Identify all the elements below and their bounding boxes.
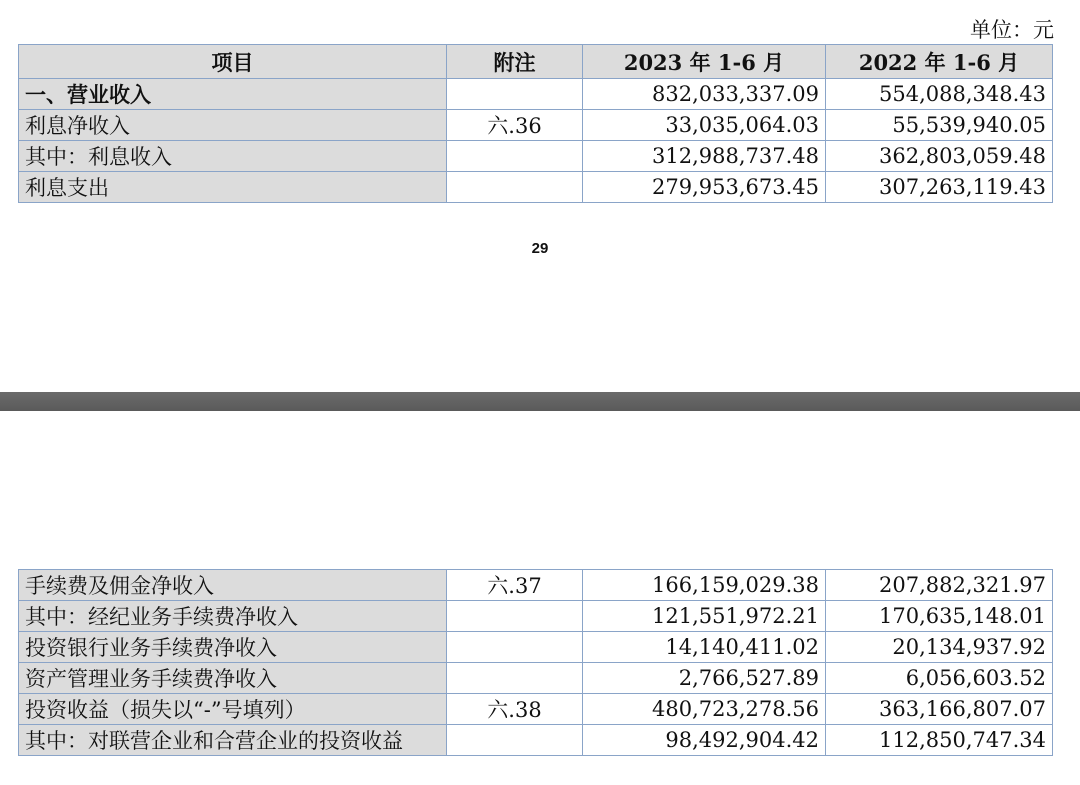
- row-item: 其中：经纪业务手续费净收入: [19, 601, 447, 632]
- row-item: 资产管理业务手续费净收入: [19, 663, 447, 694]
- table-row: [19, 570, 1053, 601]
- row-current-value: 279,953,673.45: [583, 172, 826, 203]
- row-current-value: 33,035,064.03: [583, 110, 826, 141]
- row-current-value: 98,492,904.42: [583, 725, 826, 756]
- income-statement-table-bottom: [18, 569, 1053, 756]
- table-row: [19, 694, 1053, 725]
- row-note: 六.38: [447, 694, 583, 725]
- row-item: 其中：利息收入: [19, 141, 447, 172]
- row-item: 投资银行业务手续费净收入: [19, 632, 447, 663]
- table-row: [19, 110, 1053, 141]
- page-cutoff: [0, 779, 1080, 785]
- row-prior-value: 362,803,059.48: [826, 141, 1053, 172]
- table-row: [19, 632, 1053, 663]
- row-prior-value: 6,056,603.52: [826, 663, 1053, 694]
- header-current-period: 2023 年 1-6 月: [583, 45, 826, 79]
- income-statement-table-top: [18, 44, 1053, 203]
- unit-label: 单位：元: [970, 18, 1054, 42]
- row-item: 一、营业收入: [19, 79, 447, 110]
- row-item: 利息净收入: [19, 110, 447, 141]
- row-note: [447, 141, 583, 172]
- row-current-value: 480,723,278.56: [583, 694, 826, 725]
- row-prior-value: 363,166,807.07: [826, 694, 1053, 725]
- row-note: 六.37: [447, 570, 583, 601]
- row-prior-value: 307,263,119.43: [826, 172, 1053, 203]
- row-current-value: 832,033,337.09: [583, 79, 826, 110]
- row-note: [447, 632, 583, 663]
- row-current-value: 2,766,527.89: [583, 663, 826, 694]
- table-row: [19, 601, 1053, 632]
- row-note: [447, 172, 583, 203]
- table-row: [19, 141, 1053, 172]
- header-note: 附注: [447, 45, 583, 79]
- row-prior-value: 20,134,937.92: [826, 632, 1053, 663]
- row-prior-value: 554,088,348.43: [826, 79, 1053, 110]
- row-note: [447, 725, 583, 756]
- row-current-value: 14,140,411.02: [583, 632, 826, 663]
- row-prior-value: 170,635,148.01: [826, 601, 1053, 632]
- page-divider: [0, 392, 1080, 411]
- row-current-value: 166,159,029.38: [583, 570, 826, 601]
- row-prior-value: 112,850,747.34: [826, 725, 1053, 756]
- header-prior-period: 2022 年 1-6 月: [826, 45, 1053, 79]
- row-item: 投资收益（损失以“-”号填列）: [19, 694, 447, 725]
- table-row: [19, 663, 1053, 694]
- row-prior-value: 55,539,940.05: [826, 110, 1053, 141]
- page-number: 29: [531, 240, 549, 257]
- row-note: [447, 663, 583, 694]
- row-current-value: 121,551,972.21: [583, 601, 826, 632]
- table-row: [19, 172, 1053, 203]
- row-item: 其中：对联营企业和合营企业的投资收益: [19, 725, 447, 756]
- table-row: [19, 725, 1053, 756]
- row-item: 利息支出: [19, 172, 447, 203]
- row-note: [447, 79, 583, 110]
- row-item: 手续费及佣金净收入: [19, 570, 447, 601]
- table-row: [19, 79, 1053, 110]
- row-prior-value: 207,882,321.97: [826, 570, 1053, 601]
- row-current-value: 312,988,737.48: [583, 141, 826, 172]
- table-header-row: [19, 45, 1053, 79]
- header-item: 项目: [19, 45, 447, 79]
- row-note: 六.36: [447, 110, 583, 141]
- row-note: [447, 601, 583, 632]
